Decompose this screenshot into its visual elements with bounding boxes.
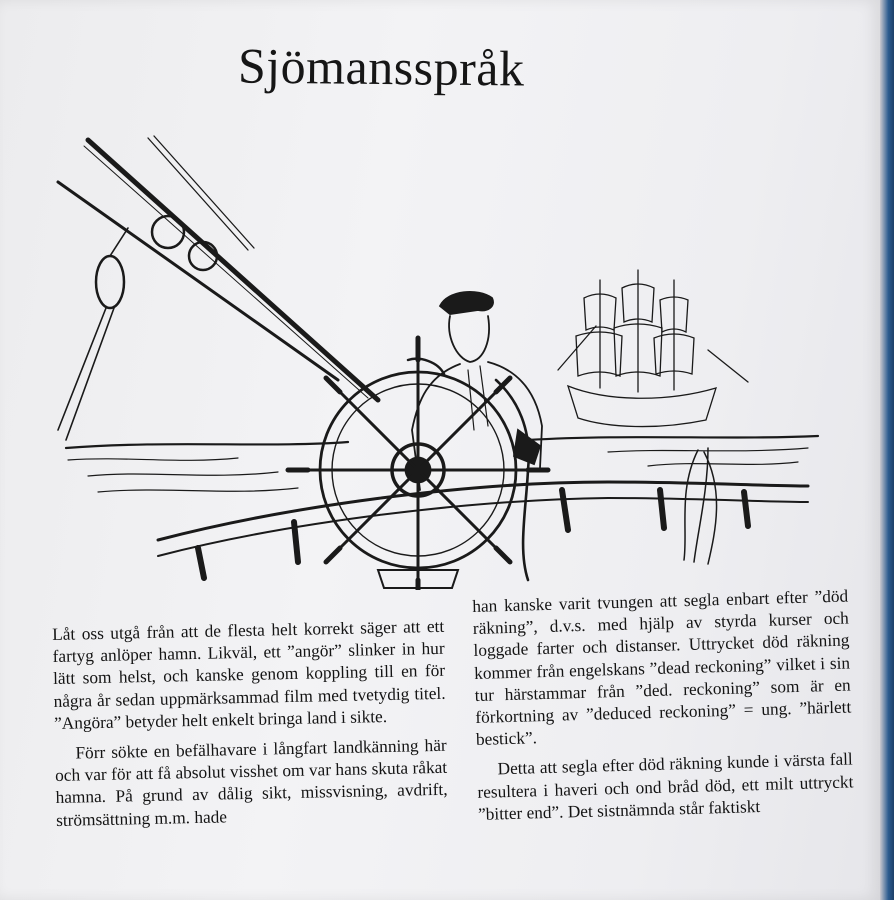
page-title: Sjömansspråk	[237, 37, 525, 97]
page-edge	[880, 0, 894, 900]
paragraph: han kanske varit tvungen att segla enbart efter ”död räkning”, d.v.s. med hjälp av styrda kurser och loggade farter och distanser. Uttrycket död räkning kommer från engelskans ”dead reckoning” vilket i sin tur härstammar från ”ded. reckoning” som är en förkortning av ”deduced reckoning” = ung. ”härlett bestick”.	[472, 586, 852, 750]
text-column-left	[52, 616, 448, 840]
helmsman-at-ships-wheel-illustration	[48, 130, 828, 590]
paragraph: Förr sökte en befälhavare i långfart landkänning här och var för att få absolut visshet om var hans skuta råkat hamna. På grund av dålig sikt, missvisning, avdrift, strömsättning m.m. hade	[54, 735, 448, 830]
text-column-right	[472, 586, 854, 834]
paragraph: Låt oss utgå från att de flesta helt korrekt säger att ett fartyg anlöper hamn. Likväl, ett ”angör” slinker in hur lätt som helst, och kanske genom koppling till en för några år sedan uppmärksammad film med tvetydig titel. ”Angöra” betyder helt enkelt bringa land i sikte.	[52, 616, 446, 733]
paragraph: Detta att segla efter död räkning kunde i värsta fall resultera i haveri och ond bråd död, ett milt uttryckt ”bitter end”. Det sistnämnda står faktiskt	[477, 749, 854, 824]
